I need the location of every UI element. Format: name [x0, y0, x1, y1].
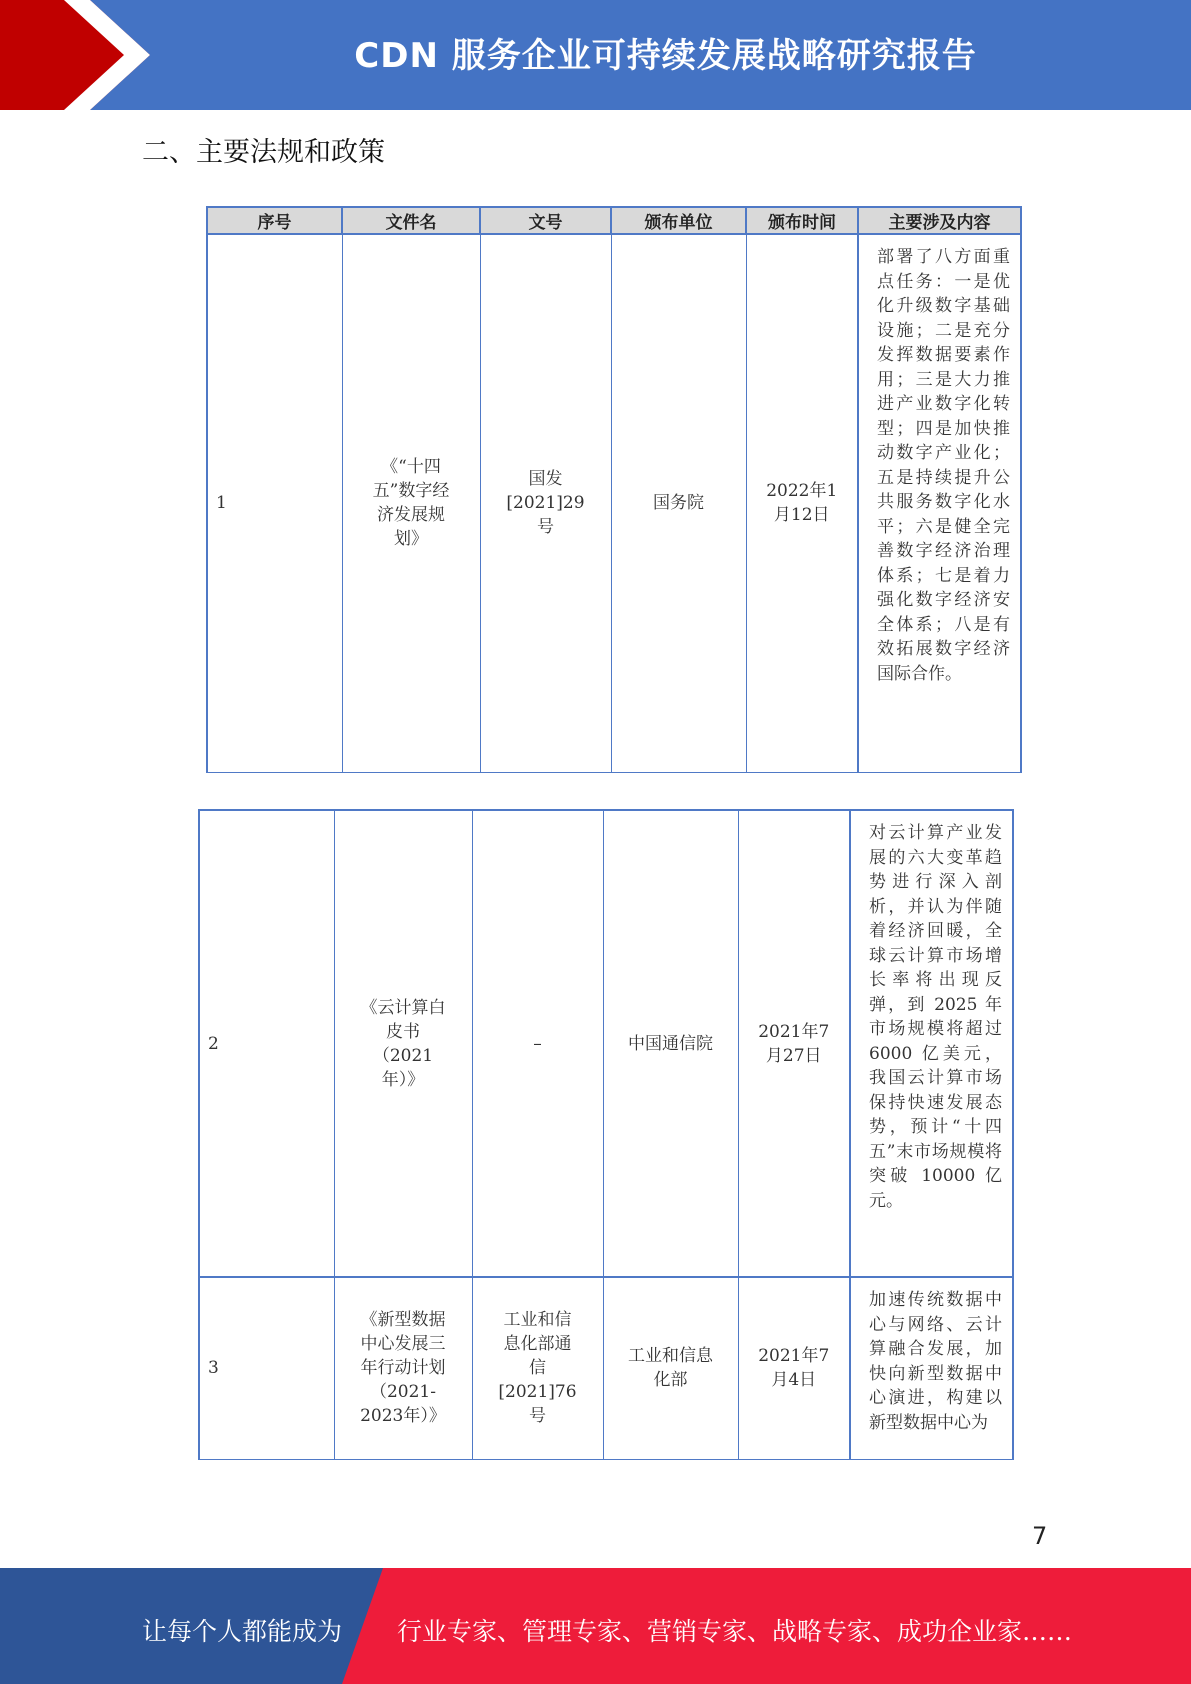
issue-date-text: 2021年7月4日: [758, 1346, 830, 1391]
issuer: 中国通信院: [603, 810, 738, 1277]
document-number-text: 工业和信息化部通信[2021]76号: [498, 1310, 577, 1427]
issue-date: [738, 810, 850, 1277]
page-number: 7: [1032, 1522, 1048, 1550]
regulations-table-part-2: [198, 809, 1014, 1460]
issue-date-text: 2022年1月12日: [766, 481, 838, 526]
table-row: [207, 234, 1021, 772]
row-number: 3: [199, 1277, 334, 1459]
issuer: 国务院: [611, 234, 746, 772]
footer-slogan-left: 让每个人都能成为: [142, 1617, 343, 1646]
table-header-row: [207, 207, 1021, 234]
header-chevron-decoration: [0, 0, 150, 110]
column-header: 颁布单位: [611, 207, 746, 234]
issuer-text: 工业和信息化部: [628, 1346, 713, 1391]
row-number: 2: [199, 810, 334, 1277]
main-content: 部署了八方面重点任务：一是优化升级数字基础设施；二是充分发挥数据要素作用；三是大力推进产业数字化转型；四是加快推动数字产业化；五是持续提升公共服务数字化水平；六是健全完善数字经济治理体系；七是着力强化数字经济安全体系；八是有效拓展数字经济国际合作。: [858, 234, 1021, 772]
document-name: [334, 1277, 472, 1459]
document-name: [334, 810, 472, 1277]
page-footer: [0, 1568, 1191, 1684]
page-header: [0, 0, 1191, 110]
document-number: [480, 234, 611, 772]
main-content: 对云计算产业发展的六大变革趋势进行深入剖析，并认为伴随着经济回暖，全球云计算市场增长率将出现反弹，到 2025 年市场规模将超过 6000 亿美元，我国云计算市场保持快速发展态势，预计“十四五”末市场规模将突破 10000 亿元。: [850, 810, 1013, 1277]
issuer: [603, 1277, 738, 1459]
column-header: 文号: [480, 207, 611, 234]
column-header: 主要涉及内容: [858, 207, 1021, 234]
section-heading: 二、主要法规和政策: [142, 137, 385, 168]
column-header: 序号: [207, 207, 342, 234]
document-number: –: [472, 810, 603, 1277]
regulations-table-part-1: [206, 206, 1022, 773]
column-header: 颁布时间: [746, 207, 858, 234]
issue-date: [738, 1277, 850, 1459]
footer-slogan-right: 行业专家、管理专家、营销专家、战略专家、成功企业家……: [397, 1617, 1073, 1646]
issue-date-text: 2021年7月27日: [758, 1021, 830, 1066]
document-name: [342, 234, 480, 772]
document-name-text: 《“十四五”数字经济发展规划》: [372, 457, 450, 550]
document-number-text: 国发[2021]29号: [506, 469, 585, 538]
main-content: 加速传统数据中心与网络、云计算融合发展，加快向新型数据中心演进，构建以新型数据中心为: [850, 1277, 1013, 1459]
issue-date: [746, 234, 858, 772]
document-name-text: 《新型数据中心发展三年行动计划（2021-2023年）》: [360, 1310, 446, 1427]
document-number: [472, 1277, 603, 1459]
column-header: 文件名: [342, 207, 480, 234]
row-number: 1: [207, 234, 342, 772]
document-name-text: 《云计算白皮书（2021年）》: [360, 997, 446, 1090]
table-row: [199, 810, 1013, 1277]
report-title: CDN 服务企业可持续发展战略研究报告: [354, 36, 977, 76]
table-row: [199, 1277, 1013, 1459]
